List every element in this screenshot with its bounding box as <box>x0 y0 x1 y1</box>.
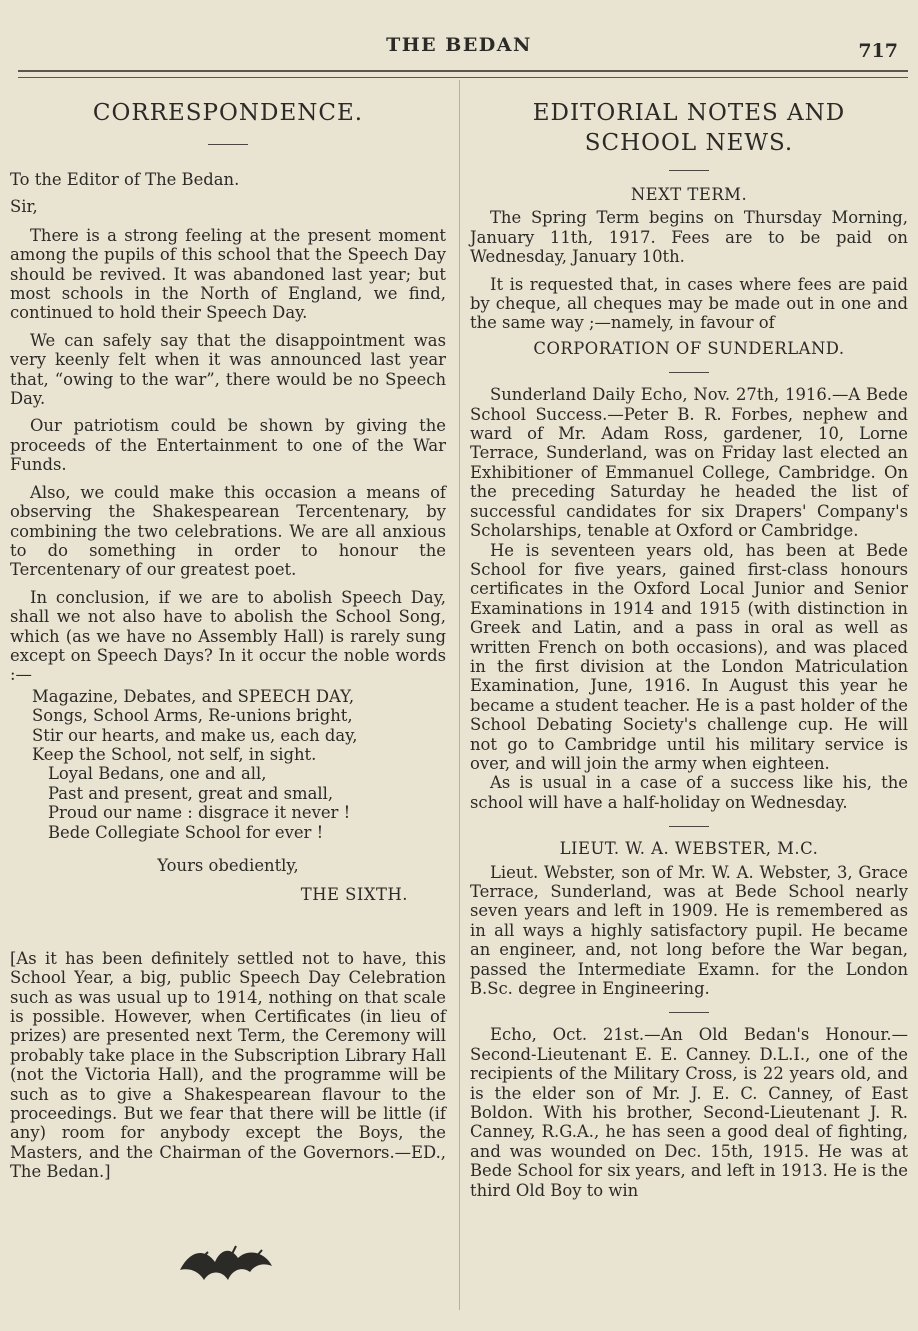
next-term-paragraph: It is requested that, in cases where fees are paid by cheque, all cheques may be made out in one and the same way ;—namely, in favour of <box>470 274 908 333</box>
editorial-column <box>470 92 908 1200</box>
poem-line: Bede Collegiate School for ever ! <box>48 822 324 842</box>
school-song-excerpt <box>10 687 446 842</box>
running-title: THE BEDAN <box>386 34 532 56</box>
section-rule <box>669 1012 709 1013</box>
poem-line: Stir our hearts, and make us, each day, <box>32 725 358 745</box>
poem-line: Proud our name : disgrace it never ! <box>48 803 351 823</box>
title-rule <box>208 144 248 145</box>
column-divider <box>459 80 460 1310</box>
editorial-title-line2: SCHOOL NEWS. <box>584 130 794 156</box>
salutation-to: To the Editor of The Bedan. <box>10 170 240 189</box>
echo-paragraph: He is seventeen years old, has been at Bede School for five years, gained first-class honours certificates in the Oxford Local Junior and Senior Examinations in 1914 and 1915 (with distinction in Greek and Latin, and a pass in oral as well as written French on both occasions), and was placed in the first division at the London Matriculation Examination, June, 1916. In August this year he became a student teacher. He is a past holder of the School Debating Society's challenge cup. He will not go to Cambridge until his military service is over, and will join the army when eighteen. <box>470 540 908 773</box>
letter-signature: THE SIXTH. <box>300 885 408 905</box>
title-rule <box>669 170 709 171</box>
letter-closing: Yours obediently, <box>157 856 299 875</box>
webster-heading: LIEUT. W. A. WEBSTER, M.C. <box>559 839 819 859</box>
editorial-title-line1: EDITORIAL NOTES AND <box>532 100 846 126</box>
header-rule <box>18 70 908 78</box>
letter-paragraph: Our patriotism could be shown by giving the proceeds of the Entertainment to one of the War Funds. <box>10 416 446 475</box>
letter-paragraph: In conclusion, if we are to abolish Speech Day, shall we not also have to abolish the School Song, which (as we have no Assembly Hall) is rarely sung except on Speech Days? In it occur the noble words :— <box>10 587 446 685</box>
section-rule <box>669 372 709 373</box>
section-rule <box>669 826 709 827</box>
poem-line: Songs, School Arms, Re-unions bright, <box>32 706 353 726</box>
next-term-paragraph: The Spring Term begins on Thursday Morning, January 11th, 1917. Fees are to be paid on Wednesday, January 10th. <box>470 208 908 267</box>
page-number: 717 <box>858 40 898 62</box>
floral-ornament-icon <box>170 1240 280 1288</box>
correspondence-column <box>10 92 446 1182</box>
webster-paragraph: Lieut. Webster, son of Mr. W. A. Webster, 3, Grace Terrace, Sunderland, was at Bede School nearly seven years and left in 1909. He is remembered as in all ways a highly satisfactory pupil. He became an engineer, and, not long before the War began, passed the Intermediate Examn. for the London B.Sc. degree in Engineering. <box>470 862 908 999</box>
letter-paragraph: There is a strong feeling at the present moment among the pupils of this school that the Speech Day should be revived. It was abandoned last year; but most schools in the North of England, we find, continued to hold their Speech Day. <box>10 225 446 323</box>
poem-line: Loyal Bedans, one and all, <box>48 764 267 784</box>
poem-line: Past and present, great and small, <box>48 783 334 803</box>
letter-paragraph: We can safely say that the disappointment was very keenly felt when it was announced last year that, “owing to the war”, there would be no Speech Day. <box>10 330 446 409</box>
echo-paragraph: As is usual in a case of a success like his, the school will have a half-holiday on Wednesday. <box>470 773 908 812</box>
editor-note: [As it has been definitely settled not to have, this School Year, a big, public Speech Day Celebration such as was usual up to 1914, nothing on that scale is possible. However, when Certificates (in lieu of prizes) are presented next Term, the Ceremony will probably take place in the Subscription Library Hall (not the Victoria Hall), and the programme will be such as to give a Shakespearean flavour to the proceedings. But we fear that there will be little (if any) room for anybody except the Boys, the Masters, and the Chairman of the Governors.—ED., The Bedan.] <box>10 948 446 1182</box>
poem-line: Keep the School, not self, in sight. <box>32 744 317 764</box>
corporation-heading: CORPORATION OF SUNDERLAND. <box>533 338 845 358</box>
correspondence-title: CORRESPONDENCE. <box>92 100 364 126</box>
echo-paragraph: Sunderland Daily Echo, Nov. 27th, 1916.—A Bede School Success.—Peter B. R. Forbes, nephew and ward of Mr. Adam Ross, gardener, 10, Lorne Terrace, Sunderland, was on Friday last elected an Exhibitioner of Emmanuel College, Cambridge. On the preceding Saturday he headed the list of successful candidates for six Drapers' Company's Scholarships, tenable at Oxford or Cambridge. <box>470 385 908 541</box>
salutation-sir: Sir, <box>10 197 38 217</box>
poem-line: Magazine, Debates, and SPEECH DAY, <box>32 686 355 706</box>
canney-paragraph: Echo, Oct. 21st.—An Old Bedan's Honour.—Second-Lieutenant E. E. Canney. D.L.I., one of the recipients of the Military Cross, is 22 years old, and is the elder son of Mr. J. E. C. Canney, of East Boldon. With his brother, Second-Lieutenant J. R. Canney, R.G.A., he has seen a good deal of fighting, and was wounded on Dec. 15th, 1915. He was at Bede School for six years, and left in 1913. He is the third Old Boy to win <box>470 1025 908 1200</box>
running-head <box>0 34 918 60</box>
letter-paragraph: Also, we could make this occasion a means of observing the Shakespearean Tercentenary, by combining the two celebrations. We are all anxious to do something in order to honour the Tercentenary of our greatest poet. <box>10 482 446 580</box>
next-term-heading: NEXT TERM. <box>630 185 748 204</box>
